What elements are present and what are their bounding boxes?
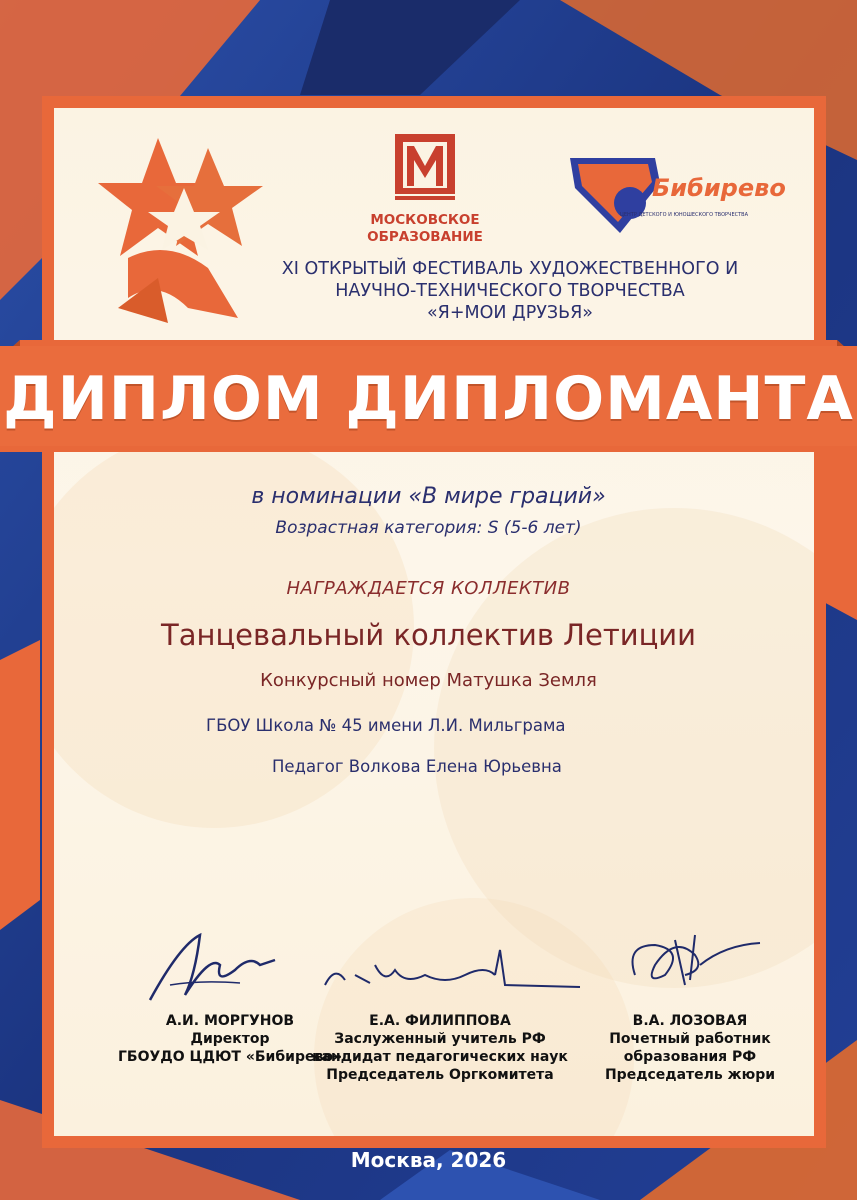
signature-lozovaya-icon	[615, 925, 765, 1000]
signatory-degree: кандидат педагогических наук	[312, 1049, 568, 1065]
signatory-filippova	[305, 1012, 575, 1084]
signatory-name: Е.А. ФИЛИППОВА	[369, 1013, 511, 1029]
awarded-heading: НАГРАЖДАЕТСЯ КОЛЛЕКТИВ	[286, 578, 571, 599]
bibirevo-logo	[560, 148, 786, 238]
competition-number: Конкурсный номер Матушка Земля	[260, 670, 597, 691]
signatory-role: Председатель Оргкомитета	[326, 1067, 554, 1083]
collective-name: Танцевальный коллектив Летиции	[161, 618, 696, 652]
signature-filippova-icon	[315, 945, 585, 1005]
festival-line-3: «Я+МОИ ДРУЗЬЯ»	[426, 303, 594, 323]
signatory-role: Председатель жюри	[604, 1067, 776, 1083]
signatory-name: А.И. МОРГУНОВ	[165, 1013, 295, 1029]
signatory-organization: образования РФ	[623, 1049, 757, 1065]
bibirevo-title: Бибирево	[652, 174, 786, 202]
metro-m-icon	[360, 130, 490, 208]
diploma-title: ДИПЛОМ ДИПЛОМАНТА	[3, 364, 854, 434]
signatory-title: Почетный работник	[609, 1031, 771, 1047]
school-name: ГБОУ Школа № 45 имени Л.И. Мильграма	[206, 716, 566, 735]
signatory-name: В.А. ЛОЗОВАЯ	[632, 1013, 748, 1029]
bibirevo-subtitle: ЦЕНТР ДЕТСКОГО И ЮНОШЕСКОГО ТВОРЧЕСТВА	[620, 212, 749, 218]
moscow-education-text: МОСКОВСКОЕ ОБРАЗОВАНИЕ	[367, 212, 483, 245]
signatory-title: Заслуженный учитель РФ	[334, 1031, 546, 1047]
festival-line-2: НАУЧНО-ТЕХНИЧЕСКОГО ТВОРЧЕСТВА	[335, 281, 685, 301]
nomination-text: в номинации «В мире граций»	[251, 484, 606, 509]
signatory-organization: ГБОУДО ЦДЮТ «Бибирево»	[118, 1049, 342, 1065]
teacher-name: Педагог Волкова Елена Юрьевна	[272, 757, 562, 776]
signatory-title: Директор	[190, 1031, 270, 1047]
signature-morgunov-icon	[140, 925, 290, 1010]
moscow-education-logo	[360, 130, 490, 246]
festival-line-1: XI ОТКРЫТЫЙ ФЕСТИВАЛЬ ХУДОЖЕСТВЕННОГО И	[281, 259, 739, 279]
signatory-lozovaya	[585, 1012, 795, 1084]
age-category-text: Возрастная категория: S (5-6 лет)	[275, 518, 582, 538]
city-year: Москва, 2026	[350, 1148, 507, 1172]
festival-heading	[210, 258, 810, 324]
